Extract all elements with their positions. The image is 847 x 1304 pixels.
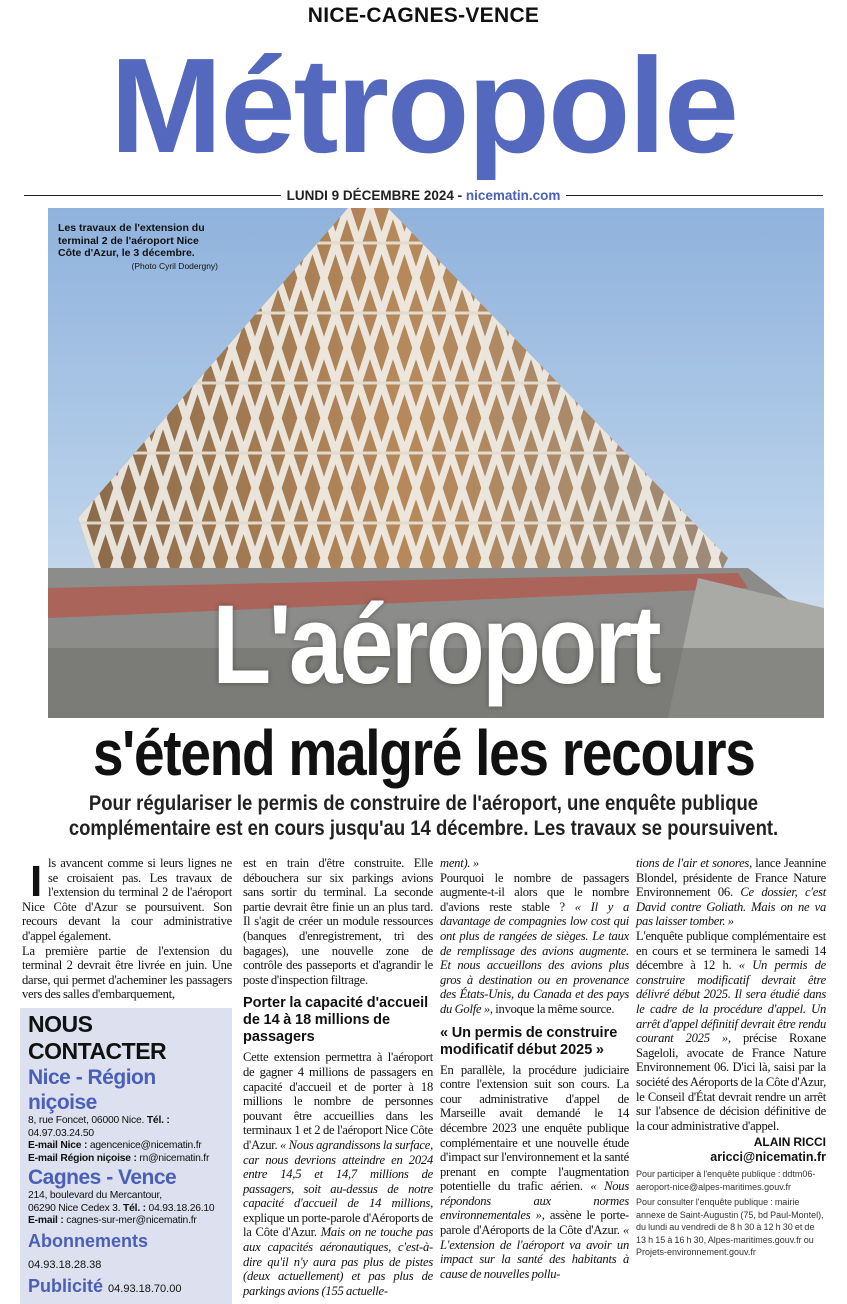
- text-run: , lance Jeannine Blondel, présidente de France Nature Environnement 06.: [636, 856, 826, 900]
- contact-box: [20, 1008, 232, 1304]
- email-label: E-mail :: [28, 1215, 64, 1226]
- paragraph: [636, 856, 826, 929]
- nice-region-title: Nice - Région niçoise: [28, 1066, 156, 1114]
- text-run: , précise Roxane Sageloli, avocate de France Nature Environnement 06. D'ici là, saisi par la société des Aéroports de la Côte d'Azur, le Conseil d'État devrait rendre un arrêt sur l'absence de décision définitive de la cour administrative d'appel.: [636, 1031, 826, 1133]
- nice-phone: 04.97.03.24.50: [28, 1127, 94, 1139]
- tel-label: Tél. :: [123, 1202, 146, 1214]
- paragraph: [243, 1050, 433, 1298]
- region-email[interactable]: rn@nicematin.fr: [139, 1152, 210, 1164]
- photo-credit: (Photo Cyril Dodergny): [131, 260, 218, 271]
- article-column-3: [440, 856, 629, 1281]
- divider: [566, 195, 823, 196]
- masthead-title: Métropole: [109, 30, 737, 181]
- paragraph: [22, 856, 232, 944]
- article-column-2: [243, 856, 433, 1298]
- text-run: , assène le porte-parole d'Aéroports de la Côte d'Azur.: [440, 1208, 629, 1238]
- text-run: En parallèle, la procédure judiciaire contre l'extension suit son cours. La cour administrative d'appel de Marseille avait demandé le 14 décembre 2023 une enquête publique complémentaire et une nouvelle étude d'impact sur l'environnement et la santé prenant en compte l'augmentation potentielle du trafic aérien.: [440, 1062, 629, 1194]
- caption-text: Les travaux de l'extension du terminal 2 de l'aéroport Nice Côte d'Azur, le 3 décembre.: [58, 222, 205, 259]
- article-column-1: [22, 856, 232, 1002]
- paragraph: [243, 856, 433, 987]
- quote-text: « L'extension de l'aéroport va avoir un impact sur la santé des habitants à cause de nouvelles pollu-: [440, 1223, 629, 1281]
- text-run: La première partie de l'extension du terminal 2 devrait être livrée en juin. Une darse, qui permet d'acheminer les passagers vers des salles d'embarquement,: [22, 943, 232, 1002]
- cagnes-email-line: [28, 1215, 224, 1228]
- info-consult: Pour consulter l'enquête publique : mairie annexe de Saint-Augustin (75, bd Paul-Montel), du lundi au vendredi de 8 h 30 à 12 h 30 et de 13 h 15 à 16 h 30, Alpes-maritimes.gouv.fr ou Projets-environnement.gouv.fr: [636, 1197, 824, 1258]
- publicite-line: [28, 1276, 224, 1300]
- abonnements-label: Abonnements: [28, 1230, 149, 1251]
- section-kicker: NICE-CAGNES-VENCE: [307, 4, 540, 27]
- paragraph: [440, 1063, 629, 1282]
- quote-text: « Il y a davantage de compagnies low cost qui ont plus de rangées de sièges. Le taux de remplissage des avions augmente. Et nous accueillons des avions plus gros à destination ou en provenance des États-Unis, du Canada et des pays du Golfe »: [440, 899, 629, 1016]
- deck-line: Pour régulariser le permis de construire de l'aéroport, une enquête publique: [88, 791, 759, 815]
- article-column-4: [636, 856, 826, 1259]
- contact-title: NOUS CONTACTER: [28, 1011, 167, 1064]
- info-participate: Pour participer à l'enquête publique : ddtm06-aeroport-nice@alpes-maritimes.gouv.fr: [636, 1169, 816, 1192]
- quote-text: ment). »: [440, 856, 479, 870]
- abonnements-phone: 04.93.18.28.38: [28, 1258, 102, 1271]
- deck-line: complémentaire est en cours jusqu'au 14 décembre. Les travaux se poursuivent.: [68, 816, 779, 840]
- text-run: est en train d'être construite. Elle débouchera sur six parkings avions sans sortir du terminal. La seconde partie devrait être finie un an plus tard. Il s'agit de créer un module ressources (banques d'enregistrement, tri des bagages), une nouvelle zone de contrôle des passeports et d'agrandir le poste d'inspection filtrage.: [243, 856, 433, 987]
- text-run: , invoque la même source.: [489, 1001, 615, 1016]
- site-link[interactable]: nicematin.com: [465, 187, 561, 203]
- issue-date: LUNDI 9 DÉCEMBRE 2024 -: [286, 187, 463, 203]
- address-text: 06290 Nice Cedex 3.: [28, 1202, 121, 1214]
- quote-text: Mais on ne touche pas aux capacités aéronautiques, c'est-à-dire qu'il n'y aura pas plus de pistes (deux actuellement) et pas plus de parkings avions (155 actuelle-: [243, 1225, 433, 1298]
- nice-email[interactable]: agencenice@nicematin.fr: [89, 1140, 202, 1151]
- address-text: 8, rue Foncet, 06000 Nice.: [28, 1115, 145, 1126]
- publicite-label: Publicité: [28, 1275, 104, 1296]
- cagnes-address-1: 214, boulevard du Mercantour,: [28, 1190, 162, 1201]
- subheading: Porter la capacité d'accueil de 14 à 18 millions de passagers: [243, 995, 429, 1046]
- paragraph: [440, 871, 629, 1017]
- abonnements-line: [28, 1231, 224, 1276]
- photo-caption: [58, 222, 218, 272]
- quote-text: « Nous agrandissons la surface, car nous devrions atteindre en 2024 entre 14,5 et 14,7 millions de passagers, soit au-dessus de notre capacité d'accueil de 14 millions: [243, 1137, 433, 1211]
- headline-text: s'étend malgré les recours: [92, 717, 755, 789]
- cagnes-phone: 04.93.18.26.10: [148, 1202, 215, 1214]
- nice-address: [28, 1115, 224, 1140]
- author-email[interactable]: aricci@nicematin.fr: [710, 1150, 826, 1165]
- cagnes-address-2: [28, 1203, 224, 1216]
- headline-line-1: [48, 580, 824, 710]
- dateline: [18, 185, 829, 205]
- author: ALAIN RICCI: [753, 1135, 826, 1150]
- quote-text: « Nous répondons aux normes environnementales »: [440, 1179, 629, 1223]
- cagnes-title: Cagnes - Vence: [28, 1166, 177, 1189]
- quote-text: « Un permis de construire modificatif devrait être délivré début 2025. Il sera étudié dans le cadre de la procédure d'appel. Un arrêt d'appel définitif devrait être rendu courant 2025 »: [636, 958, 826, 1046]
- cagnes-email[interactable]: cagnes-sur-mer@nicematin.fr: [66, 1215, 197, 1226]
- headline-text: L'aéroport: [212, 582, 660, 707]
- text-run: L'enquête publique complémentaire est en cours et se terminera le samedi 14 décembre à 12 h.: [636, 928, 826, 973]
- quote-text: Ce dossier, c'est David contre Goliath. Mais on ne va pas laisser tomber. »: [636, 885, 826, 929]
- region-email-line: [28, 1153, 224, 1166]
- divider: [24, 195, 281, 196]
- text-run: , explique un porte-parole d'Aéroports de la Côte d'Azur.: [243, 1196, 433, 1240]
- nice-email-line: [28, 1140, 224, 1153]
- quote-text: tions de l'air et sonores: [636, 856, 750, 870]
- text-run: Pourquoi le nombre de passagers augmente-t-il alors que le nombre d'avions reste stable ?: [440, 870, 629, 914]
- email-label: E-mail Nice :: [28, 1140, 88, 1151]
- article-deck: [0, 791, 847, 841]
- publicite-phone: 04.93.18.70.00: [108, 1282, 182, 1295]
- paragraph: [636, 929, 826, 1133]
- text-run: ls avancent comme si leurs lignes ne se croisaient pas. Les travaux de l'extension du terminal 2 de l'aéroport Nice Côte d'Azur se poursuivent. Son recours devant la cour administrative d'appel également.: [22, 856, 232, 943]
- dropcap: I: [30, 857, 42, 906]
- paragraph: [22, 944, 232, 1002]
- text-run: Cette extension permettra à l'aéroport de gagner 4 millions de passagers en capacité d'accueil et de porter à 18 millions le nombre de personnes pouvant être accueillies dans les terminaux 1 et 2 de l'aéroport Nice Côte d'Azur.: [243, 1050, 433, 1152]
- headline-line-2: [0, 716, 847, 790]
- tel-label: Tél. :: [146, 1115, 170, 1126]
- subheading: « Un permis de construire modificatif début 2025 »: [440, 1024, 618, 1058]
- email-label: E-mail Région niçoise :: [28, 1152, 137, 1164]
- paragraph: [440, 856, 629, 871]
